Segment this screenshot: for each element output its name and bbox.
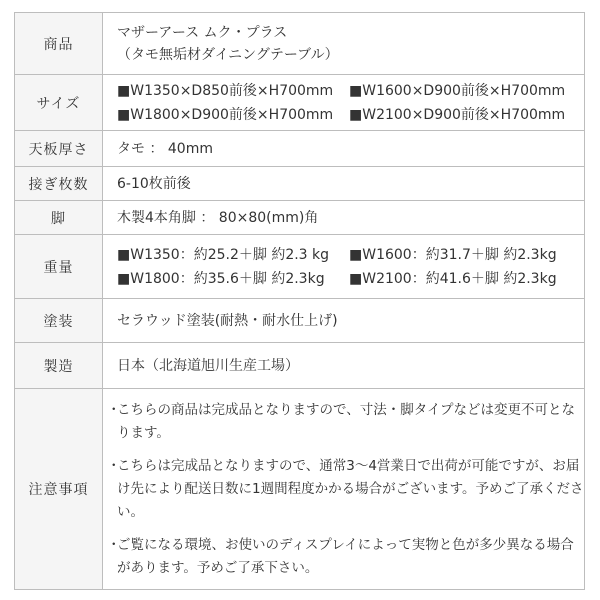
row-weight: [15, 235, 584, 299]
value-thickness: タモ ： 40mm: [117, 140, 213, 157]
weight-w1800: ■W1800：約35.6＋脚 約2.3kg: [117, 270, 325, 287]
weight-w1600: ■W1600：約31.7＋脚 約2.3kg: [349, 246, 557, 263]
weight-w2100: ■W2100：約41.6＋脚 約2.3kg: [349, 270, 557, 287]
spec-table: [14, 12, 585, 590]
value-weight: [103, 235, 584, 298]
row-product: [15, 13, 584, 75]
label-product: 商品: [15, 13, 103, 74]
row-boards: [15, 167, 584, 201]
label-weight: 重量: [15, 235, 103, 298]
row-notes: [15, 389, 584, 589]
value-legs: 木製4本角脚 ： 80×80(mm)角: [117, 209, 319, 226]
value-notes: [103, 389, 584, 589]
note-text: こちらの商品は完成品となりますので、寸法・脚タイプなどは変更不可となります。: [117, 401, 576, 441]
row-size: [15, 75, 584, 131]
size-w1800: ■W1800×D900前後×H700mm: [117, 106, 334, 123]
value-origin: 日本（北海道旭川生産工場）: [117, 357, 299, 374]
row-origin: [15, 343, 584, 389]
note-bullet: ・: [107, 536, 121, 553]
note-item: [107, 399, 584, 445]
note-bullet: ・: [107, 401, 121, 418]
product-name: マザーアース ムク・プラス: [117, 24, 288, 41]
note-bullet: ・: [107, 457, 121, 474]
weight-w1350: ■W1350：約25.2＋脚 約2.3 kg: [117, 246, 330, 263]
label-thickness: 天板厚さ: [15, 131, 103, 166]
label-boards: 接ぎ枚数: [15, 167, 103, 200]
value-product: [103, 13, 584, 74]
row-finish: [15, 299, 584, 343]
size-w1350: ■W1350×D850前後×H700mm: [117, 82, 334, 99]
size-w1600: ■W1600×D900前後×H700mm: [349, 82, 566, 99]
label-size: サイズ: [15, 75, 103, 130]
value-boards: 6-10枚前後: [117, 175, 191, 192]
label-notes: 注意事項: [15, 389, 103, 589]
row-legs: [15, 201, 584, 235]
size-w2100: ■W2100×D900前後×H700mm: [349, 106, 566, 123]
label-finish: 塗装: [15, 299, 103, 342]
label-legs: 脚: [15, 201, 103, 234]
note-text: こちらは完成品となりますので、通常3～4営業日で出荷が可能ですが、お届け先により配送日数に1週間程度かかる場合がございます。予めご了承ください。: [117, 457, 584, 520]
value-finish: セラウッド塗装(耐熱・耐水仕上げ): [117, 312, 338, 329]
product-subtitle: （タモ無垢材ダイニングテーブル）: [117, 46, 339, 63]
note-text: ご覧になる環境、お使いのディスプレイによって実物と色が多少異なる場合があります。予めご了承下さい。: [117, 536, 574, 576]
label-origin: 製造: [15, 343, 103, 388]
row-thickness: [15, 131, 584, 167]
note-item: [107, 534, 584, 580]
value-size: [103, 75, 584, 130]
note-item: [107, 455, 584, 524]
